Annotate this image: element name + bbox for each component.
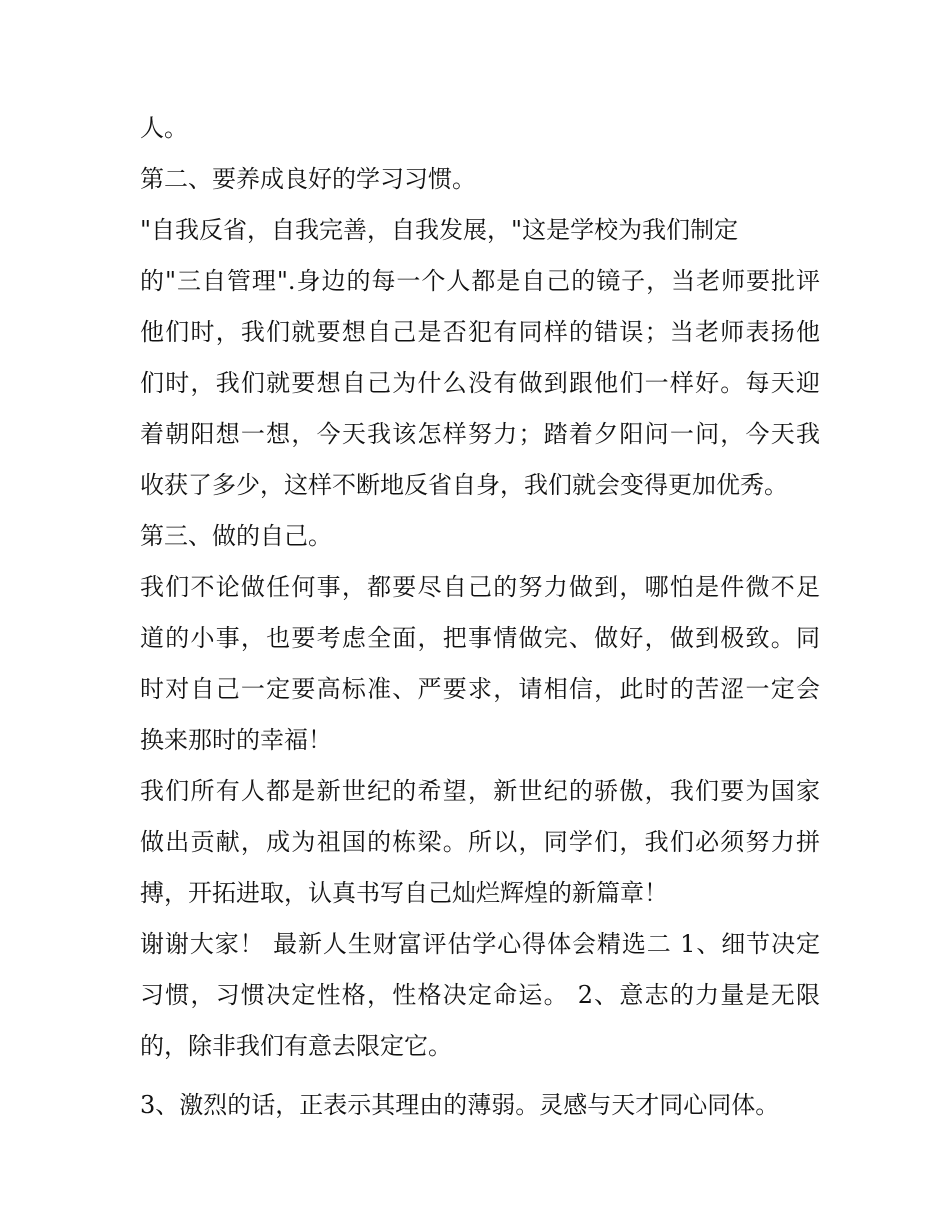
text-line: 他们时，我们就要想自己是否犯有同样的错误；当老师表扬他 — [140, 318, 820, 346]
text-line: 换来那时的幸福！ — [140, 726, 332, 754]
text-line: "自我反省，自我完善，自我发展，"这是学校为我们制定 — [140, 216, 739, 244]
section-heading: 第三、做的自己。 — [140, 522, 332, 550]
text-line: 们时，我们就要想自己为什么没有做到跟他们一样好。每天迎 — [140, 369, 820, 397]
text-line: 做出贡献，成为祖国的栋梁。所以，同学们，我们必须努力拼 — [140, 828, 820, 856]
text-line: 谢谢大家！ 最新人生财富评估学心得体会精选二 1、细节决定 — [140, 930, 820, 958]
text-line: 我们所有人都是新世纪的希望，新世纪的骄傲，我们要为国家 — [140, 777, 820, 805]
text-line: 习惯，习惯决定性格，性格决定命运。 2、意志的力量是无限 — [140, 981, 820, 1009]
text-line: 着朝阳想一想，今天我该怎样努力；踏着夕阳问一问，今天我 — [140, 420, 820, 448]
text-line: 的"三自管理".身边的每一个人都是自己的镜子，当老师要批评 — [140, 267, 820, 295]
section-heading: 第二、要养成良好的学习习惯。 — [140, 165, 476, 193]
text-line: 人。 — [140, 114, 188, 142]
document-body — [140, 103, 820, 1131]
text-line: 的，除非我们有意去限定它。 — [140, 1032, 452, 1060]
text-line: 收获了多少，这样不断地反省自身，我们就会变得更加优秀。 — [140, 471, 788, 499]
text-line: 时对自己一定要高标准、严要求，请相信，此时的苦涩一定会 — [140, 675, 820, 703]
text-line: 3、激烈的话，正表示其理由的薄弱。灵感与天才同心同体。 — [140, 1091, 780, 1119]
text-line: 道的小事，也要考虑全面，把事情做完、做好，做到极致。同 — [140, 624, 820, 652]
text-line: 我们不论做任何事，都要尽自己的努力做到，哪怕是件微不足 — [140, 573, 820, 601]
text-line: 搏，开拓进取，认真书写自己灿烂辉煌的新篇章！ — [140, 879, 668, 907]
